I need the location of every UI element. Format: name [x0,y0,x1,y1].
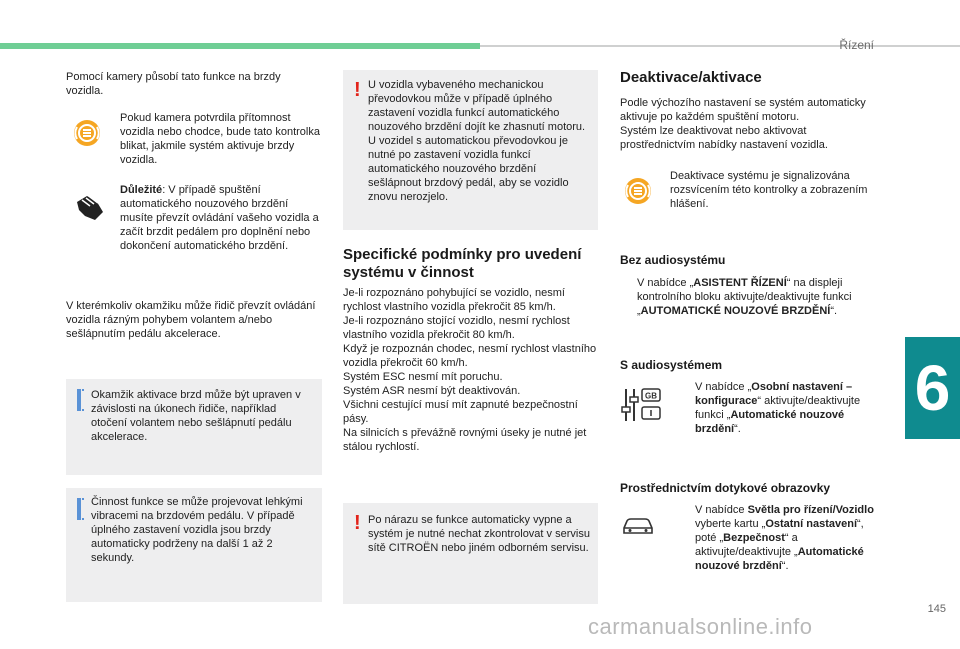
intro-paragraph: Pomocí kamery působí tato funkce na brzdy vozidla. [66,71,281,97]
no-audio-step: V nabídce „ASISTENT ŘÍZENÍ“ na displeji kontrolního bloku aktivujte/deaktivujte funkci „AUTOMATICKÉ NOUZOVÉ BRZDĚNÍ“. [637,277,852,317]
warning-icon: ! [354,79,361,101]
conditions-text: Je-li rozpoznáno pohybující se vozidlo, nesmí rychlost vlastního vozidla překročit 85 km/h. Je-li rozpoznáno stojící vozidlo, nesmí rychlost vlastního vozidla překročit 80 km/h. Když je rozpoznán chodec, nesmí rychlost vlastního vozidla překročit 60 km/h. Systém ESC nesmí mít poruchu. Systém ASR nesmí být deaktivován. Všichni cestující musí mít zapnuté bezpečnostní pásy. Na silnicích s převážně rovnými úseky je nutné jet stálou rychlostí. [343,287,597,453]
header-rule [480,45,960,47]
audio-step: V nabídce „Osobní nastavení – konfigurace“ aktivujte/deaktivujte funkci „Automatické nouzové brzdění“. [695,381,861,435]
info-box-1 [66,379,322,475]
touchscreen-heading: Prostřednictvím dotykové obrazovky [620,481,831,495]
page-number: 145 [927,603,946,615]
important-text: : V případě spuštění automatického nouzového brzdění musíte převzít ovládání vašeho vozidla a začít brzdit pedálem pro doplnění nebo dokončení automatického brzdění. [120,184,319,252]
warning-box-2 [343,503,598,604]
brake-warning-lamp-icon [623,176,653,206]
warning-box-1 [343,70,598,230]
audio-heading: S audiosystémem [620,358,723,372]
deactivation-lamp-note: Deaktivace systému je signalizována rozsvícením této kontrolky a zobrazením hlášení. [670,170,868,210]
conditions-heading: Specifické podmínky pro uvedení systému v činnost [343,246,582,281]
chapter-tab: 6 [905,337,960,439]
brake-warning-lamp-icon [72,118,102,148]
gb-label: GB [645,391,657,401]
hand-steering-icon [73,192,107,222]
important-label: Důležité [120,184,163,196]
watermark: carmanualsonline.info [588,614,813,639]
override-paragraph: V kterémkoliv okamžiku může řidič převzít ovládání vozidla rázným pohybem volantem a/nebo sešlápnutím pedálu akcelerace. [66,300,316,340]
info-marker-icon [77,389,81,411]
important-note [120,183,320,253]
no-audio-heading: Bez audiosystému [620,253,726,267]
deactivation-intro: Podle výchozího nastavení se systém automaticky aktivuje po každém spuštění motoru. Systém lze deaktivovat nebo aktivovat prostřednictvím nabídky nastavení vozidla. [620,97,866,151]
warning-icon: ! [354,512,361,534]
warning-box-1-text: U vozidla vybaveného mechanickou převodovkou může v případě úplného zastavení vozidla funkcí automatického nouzového brzdění dojít ke zhasnutí motoru. U vozidel s automatickou převodovkou je nutné po zastavení vozidla funkcí automatického nouzového brzdění sešlápnout brzdový pedál, aby se vozidlo znovu nerozjelo. [368,79,586,203]
info-box-1-text: Okamžik aktivace brzd může být upraven v závislosti na úkonech řidiče, například otočení volantem nebo sešlápnutí pedálu akcelerace. [91,389,301,443]
settings-sliders-icon [621,387,663,423]
deactivation-heading: Deaktivace/aktivace [620,69,762,86]
chapter-title: Řízení [839,38,874,52]
info-marker-icon [77,498,81,520]
car-icon [621,514,655,536]
lamp-note: Pokud kamera potvrdila přítomnost vozidla nebo chodce, bude tato kontrolka blikat, jakmile systém aktivuje brzdy vozidla. [120,112,320,166]
header-progress-bar [0,43,480,49]
warning-box-2-text: Po nárazu se funkce automaticky vypne a systém je nutné nechat zkontrolovat v servisu sítě CITROËN nebo jiném odborném servisu. [368,514,590,554]
info-box-2-text: Činnost funkce se může projevovat lehkými vibracemi na brzdovém pedálu. V případě úplného zastavení vozidla jsou brzdy automaticky podrženy na další 1 až 2 sekundy. [91,496,303,564]
touchscreen-step: V nabídce Světla pro řízení/Vozidlo vyberte kartu „Ostatní nastavení“, poté „Bezpečnost“ a aktivujte/deaktivujte „Automatické nouzové brzdění“. [695,504,874,572]
info-box-2 [66,488,322,602]
